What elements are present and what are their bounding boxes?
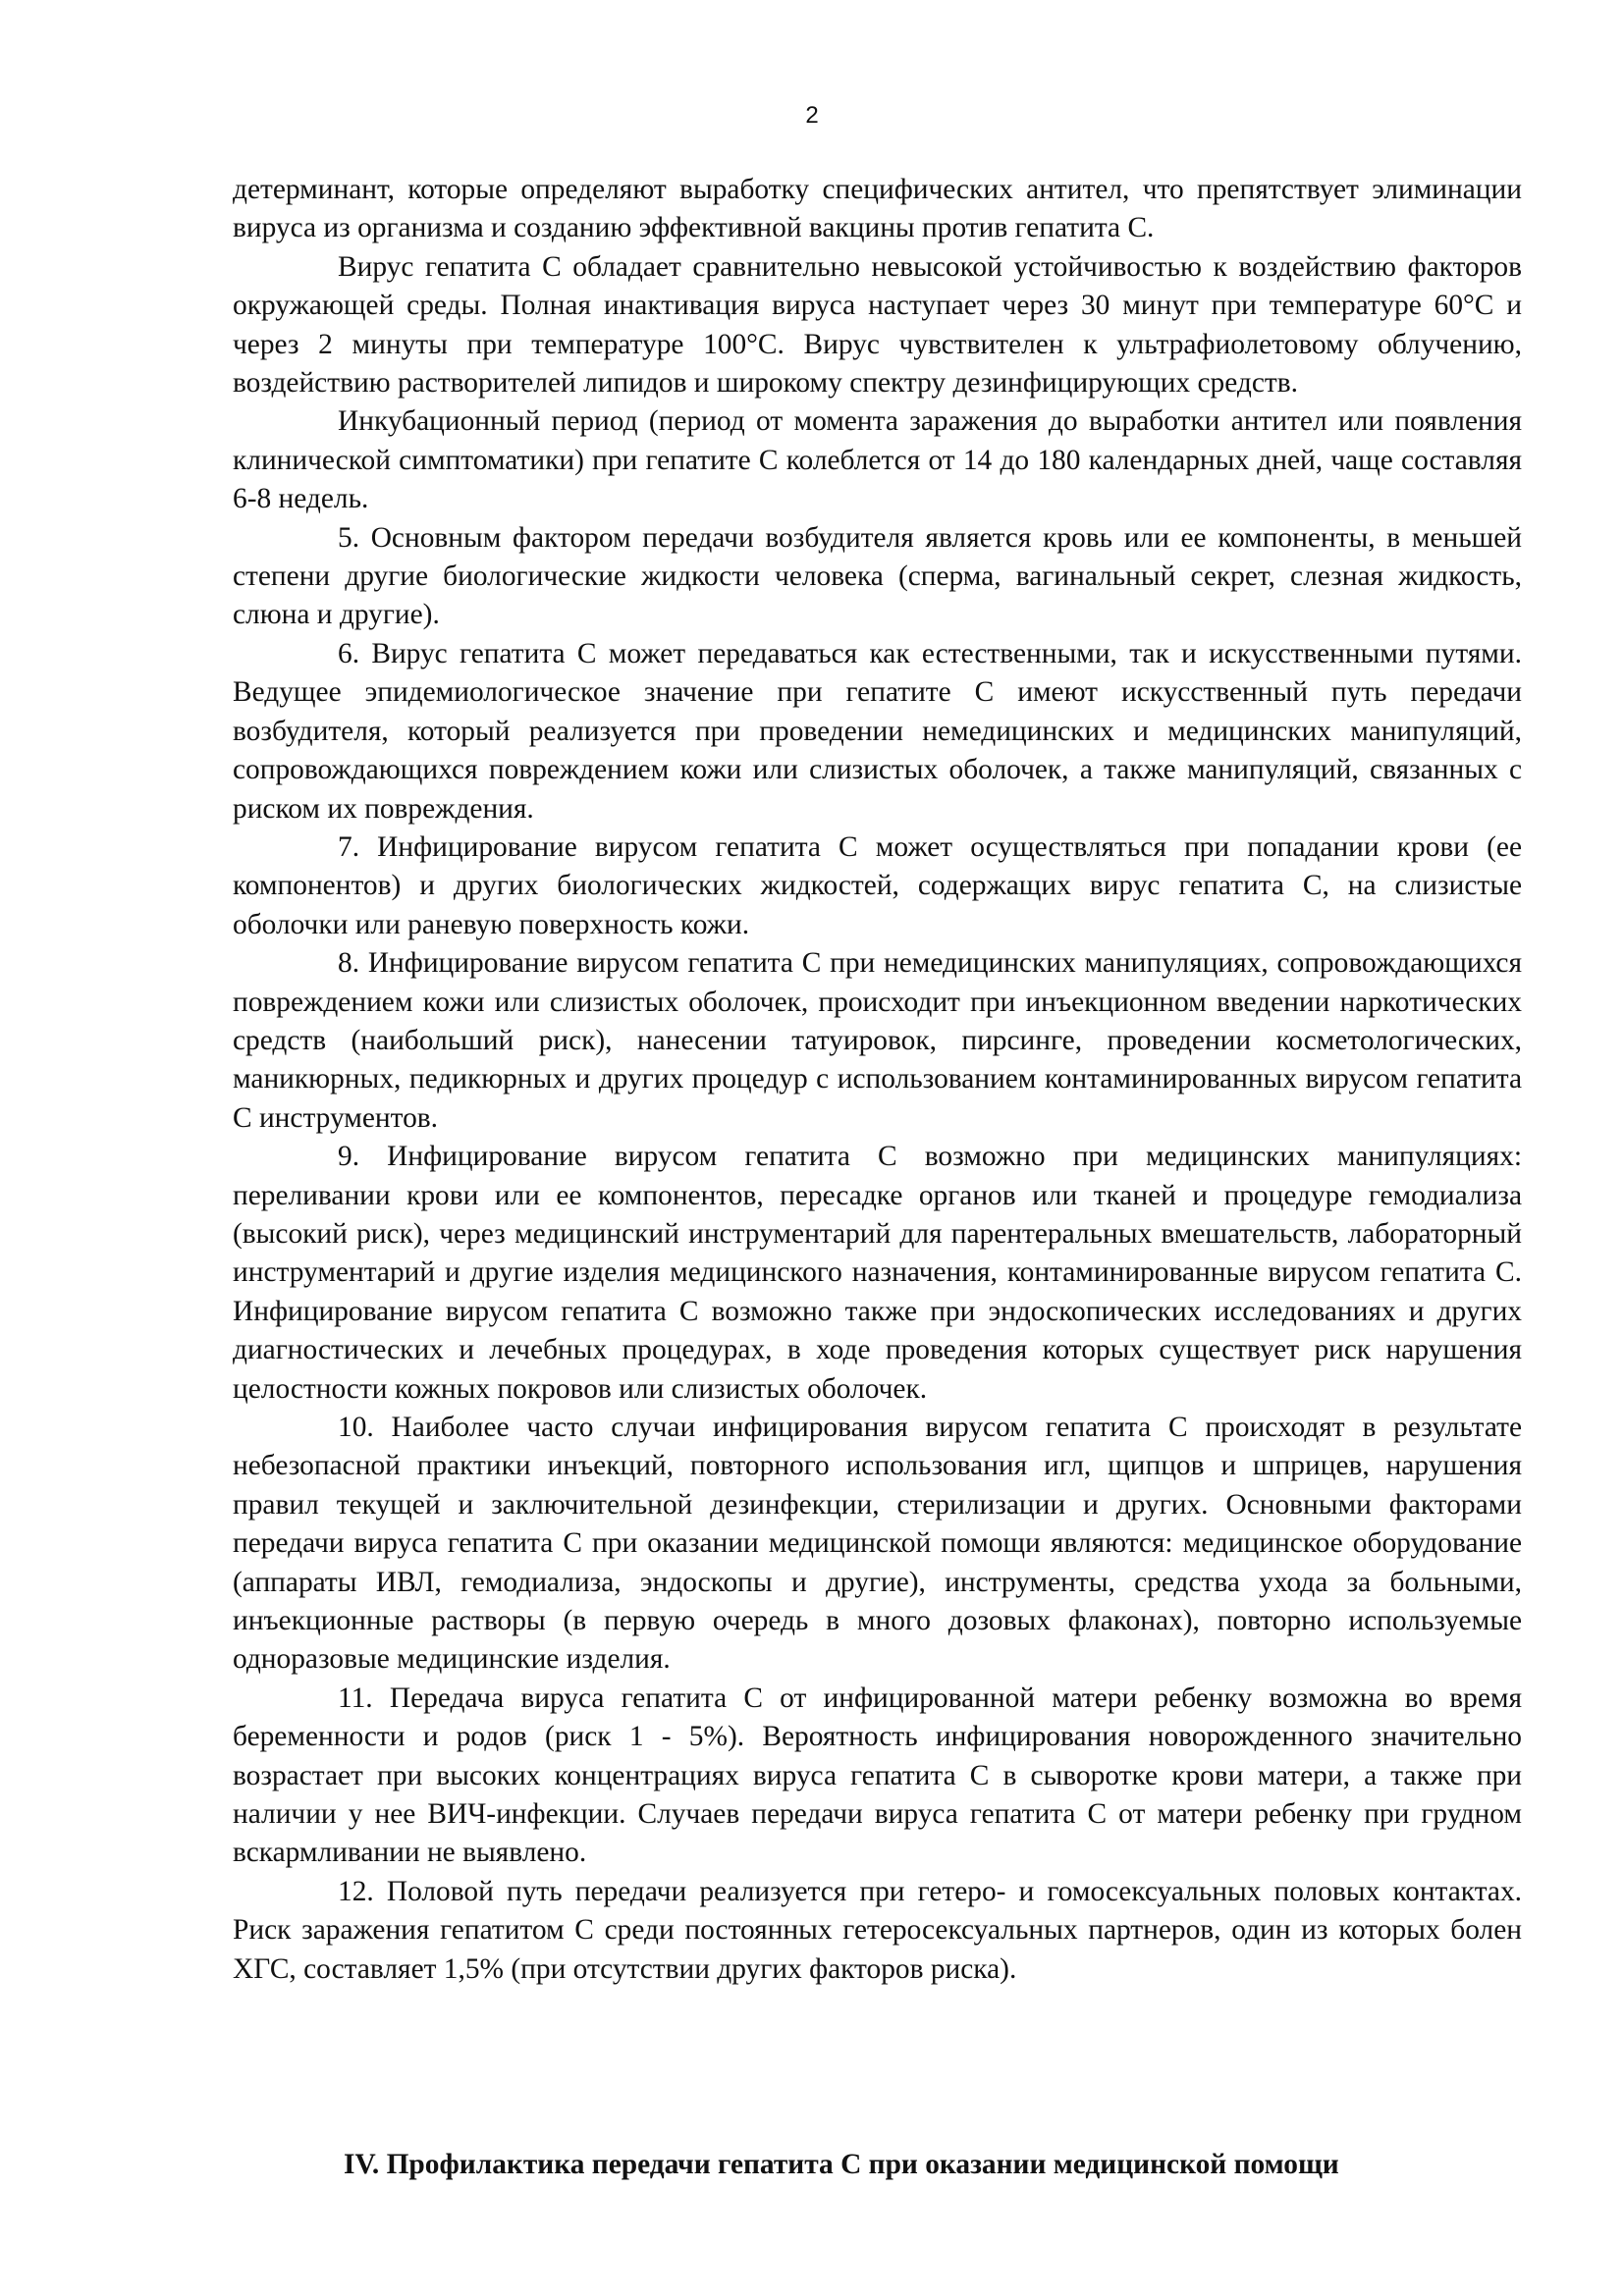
paragraph-item-5: 5. Основным фактором передачи возбудителя является кровь или ее компоненты, в меньшей степени другие биологические жидкости человека (сперма, вагинальный секрет, слезная жидкость, слюна и другие). <box>233 521 1522 631</box>
paragraph-item-10: 10. Наиболее часто случаи инфицирования вирусом гепатита С происходят в результате небезопасной практики инъекций, повторного использования игл, щипцов и шприцев, нарушения правил текущей и заключительной дезинфекции, стерилизации и других. Основными факторами передачи вируса гепатита С при оказании медицинской помощи являются: медицинское оборудование (аппараты ИВЛ, гемодиализа, эндоскопы и другие), инструменты, средства ухода за больными, инъекционные растворы (в первую очередь в много дозовых флаконах), повторно используемые одноразовые медицинские изделия. <box>233 1412 1522 1676</box>
paragraph-item-11: 11. Передача вируса гепатита С от инфицированной матери ребенку возможна во время беременности и родов (риск 1 - 5%). Вероятность инфицирования новорожденного значительно возрастает при высоких концентрациях вируса гепатита С в сыворотке крови матери, а также при наличии у нее ВИЧ-инфекции. Случаев передачи вируса гепатита С от матери ребенку при грудном вскармливании не выявлено. <box>233 1682 1522 1869</box>
section-heading: IV. Профилактика передачи гепатита С при оказании медицинской помощи <box>344 2149 1339 2180</box>
paragraph-item-12: 12. Половой путь передачи реализуется при гетеро- и гомосексуальных половых контактах. Риск заражения гепатитом С среди постоянных гетеросексуальных партнеров, один из которых болен ХГС, составляет 1,5% (при отсутствии других факторов риска). <box>233 1875 1522 1985</box>
paragraph-item-9: 9. Инфицирование вирусом гепатита С возможно при медицинских манипуляциях: переливании крови или ее компонентов, пересадке органов или тканей и процедуре гемодиализа (высокий риск), через медицинский инструментарий для парентеральных вмешательств, лабораторный инструментарий и другие изделия медицинского назначения, контаминированные вирусом гепатита С. Инфицирование вирусом гепатита С возможно также при эндоскопических исследованиях и других диагностических и лечебных процедурах, в ходе проведения которых существует риск нарушения целостности кожных покровов или слизистых оболочек. <box>233 1141 1522 1405</box>
paragraph-item-7: 7. Инфицирование вирусом гепатита С может осуществляться при попадании крови (ее компонентов) и других биологических жидкостей, содержащих вирус гепатита С, на слизистые оболочки или раневую поверхность кожи. <box>233 830 1522 940</box>
document-body <box>233 171 1522 1989</box>
paragraph-virus-stability: Вирус гепатита С обладает сравнительно невысокой устойчивостью к воздействию факторов окружающей среды. Полная инактивация вируса наступает через 30 минут при температуре 60°С и через 2 минуты при температуре 100°С. Вирус чувствителен к ультрафиолетовому облучению, воздействию растворителей липидов и широкому спектру дезинфицирующих средств. <box>233 250 1522 400</box>
paragraph-item-8: 8. Инфицирование вирусом гепатита С при немедицинских манипуляциях, сопровождающихся повреждением кожи или слизистых оболочек, происходит при инъекционном введении наркотических средств (наибольший риск), нанесении татуировок, пирсинге, проведении косметологических, маникюрных, педикюрных и других процедур с использованием контаминированных вирусом гепатита С инструментов. <box>233 947 1522 1134</box>
paragraph-item-6: 6. Вирус гепатита С может передаваться как естественными, так и искусственными путями. Ведущее эпидемиологическое значение при гепатите С имеют искусственный путь передачи возбудителя, который реализуется при проведении немедицинских и медицинских манипуляций, сопровождающихся повреждением кожи или слизистых оболочек, а также манипуляций, связанных с риском их повреждения. <box>233 637 1522 825</box>
page-number: 2 <box>805 102 819 129</box>
paragraph-incubation-period: Инкубационный период (период от момента заражения до выработки антител или появления клинической симптоматики) при гепатите С колеблется от 14 до 180 календарных дней, чаще составляя 6-8 недель. <box>233 405 1522 515</box>
paragraph-continuation: детерминант, которые определяют выработку специфических антител, что препятствует элиминации вируса из организма и созданию эффективной вакцины против гепатита С. <box>233 174 1522 244</box>
